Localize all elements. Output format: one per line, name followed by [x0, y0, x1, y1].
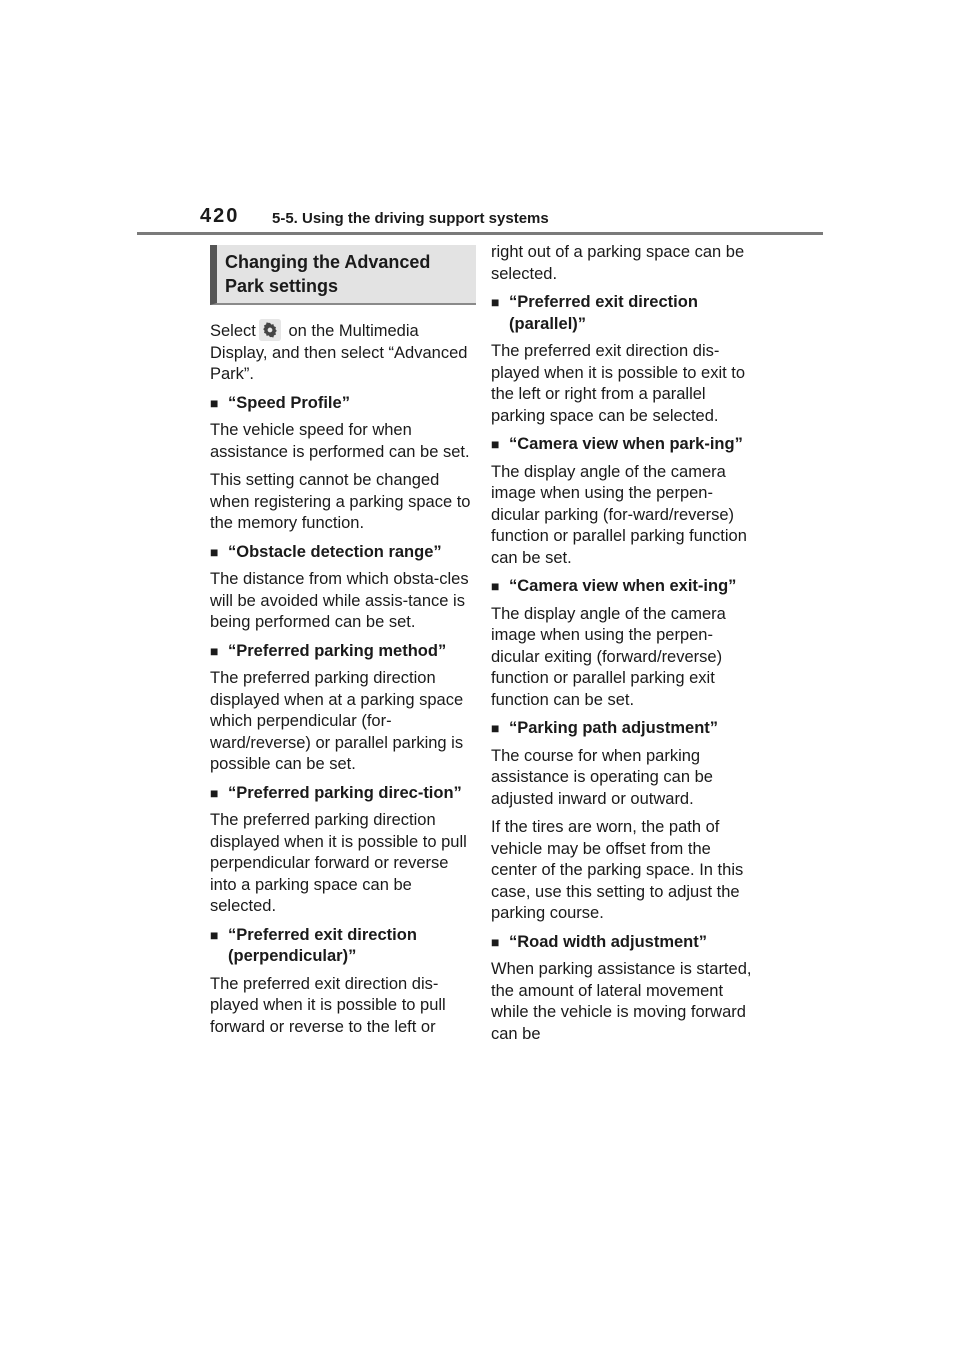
heading-line-1: Changing the Advanced [225, 252, 431, 272]
setting-title [210, 542, 472, 564]
right-column [491, 242, 753, 1052]
setting-title-text: “Road width adjustment” [509, 932, 707, 951]
bullet-square: ■ [210, 642, 219, 659]
setting-title-text: “Obstacle detection range” [228, 542, 442, 561]
setting-description: The preferred parking direction displayed when at a parking space which perpendicular (for-ward/reverse) or parallel parking is possible can be set. [210, 669, 464, 773]
bullet-square: ■ [210, 784, 219, 801]
setting-title-text: “Parking path adjustment” [509, 719, 719, 737]
setting-description: The preferred parking direction displayed when it is possible to pull perpendicular forward or reverse into a parking space can be selected. [210, 811, 467, 915]
setting-title [210, 925, 472, 968]
setting-title [491, 576, 753, 598]
setting-title-text: “Preferred exit direction (perpendicular)” [228, 925, 417, 965]
setting-title-text: “Preferred exit direction (parallel)” [509, 293, 698, 333]
header-rule [137, 232, 823, 235]
intro-paragraph [210, 319, 472, 386]
setting-title [491, 434, 753, 456]
setting-title [491, 292, 753, 335]
setting-description: The preferred exit direction dis-played when it is possible to pull forward or reverse to the left or [210, 974, 446, 1036]
setting-title-text: “Camera view when exit-ing” [509, 577, 737, 595]
bullet-square: ■ [491, 720, 500, 736]
intro-after-icon: on the Multimedia Display, and then select “Advanced Park”. [210, 322, 468, 383]
bullet-square: ■ [210, 543, 219, 560]
setting-title [210, 641, 472, 663]
gear-icon [259, 319, 281, 341]
left-column [210, 245, 472, 1045]
page-number: 420 [200, 205, 240, 227]
setting-title-text: “Camera view when park-ing” [509, 435, 743, 453]
setting-description: This setting cannot be changed when registering a parking space to the memory function. [210, 471, 471, 532]
setting-description: The display angle of the camera image when using the perpen-dicular parking (for-ward/reverse) function or parallel parking function can be set. [491, 462, 747, 567]
setting-title [210, 393, 472, 415]
section-title: 5-5. Using the driving support systems [272, 210, 549, 227]
right-items [491, 242, 753, 1045]
section-heading [210, 245, 476, 305]
bullet-square: ■ [491, 436, 500, 452]
setting-title-text: “Speed Profile” [228, 393, 350, 412]
left-items [210, 393, 472, 1039]
bullet-square: ■ [491, 294, 500, 310]
setting-description: If the tires are worn, the path of vehicle may be offset from the center of the parking space. In this case, use this setting to adjust the parking course. [491, 818, 744, 922]
setting-description: The distance from which obsta-cles will be avoided while assis-tance is being performed can be set. [210, 570, 469, 631]
setting-title [210, 783, 472, 805]
page-header [200, 205, 820, 231]
bullet-square: ■ [210, 394, 219, 411]
setting-description: When parking assistance is started, the amount of lateral movement while the vehicle is moving forward can be [491, 960, 752, 1043]
setting-title-text: “Preferred parking method” [228, 641, 447, 660]
bullet-square: ■ [491, 933, 500, 950]
setting-title [491, 718, 753, 740]
setting-title-text: “Preferred parking direc-tion” [228, 783, 462, 802]
setting-description: The vehicle speed for when assistance is performed can be set. [210, 421, 470, 461]
setting-description: right out of a parking space can be selected. [491, 243, 745, 283]
heading-line-2: Park settings [225, 276, 339, 296]
setting-description: The preferred exit direction dis-played when it is possible to exit to the left or right from a parallel parking space can be selected. [491, 342, 746, 425]
bullet-square: ■ [210, 926, 219, 943]
setting-description: The course for when parking assistance is operating can be adjusted inward or outward. [491, 746, 713, 808]
setting-description: The display angle of the camera image when using the perpen-dicular exiting (forward/reverse) function or parallel parking exit function can be set. [491, 604, 726, 709]
setting-title [491, 932, 753, 954]
bullet-square: ■ [491, 578, 500, 594]
intro-before-icon: Select [210, 322, 256, 340]
